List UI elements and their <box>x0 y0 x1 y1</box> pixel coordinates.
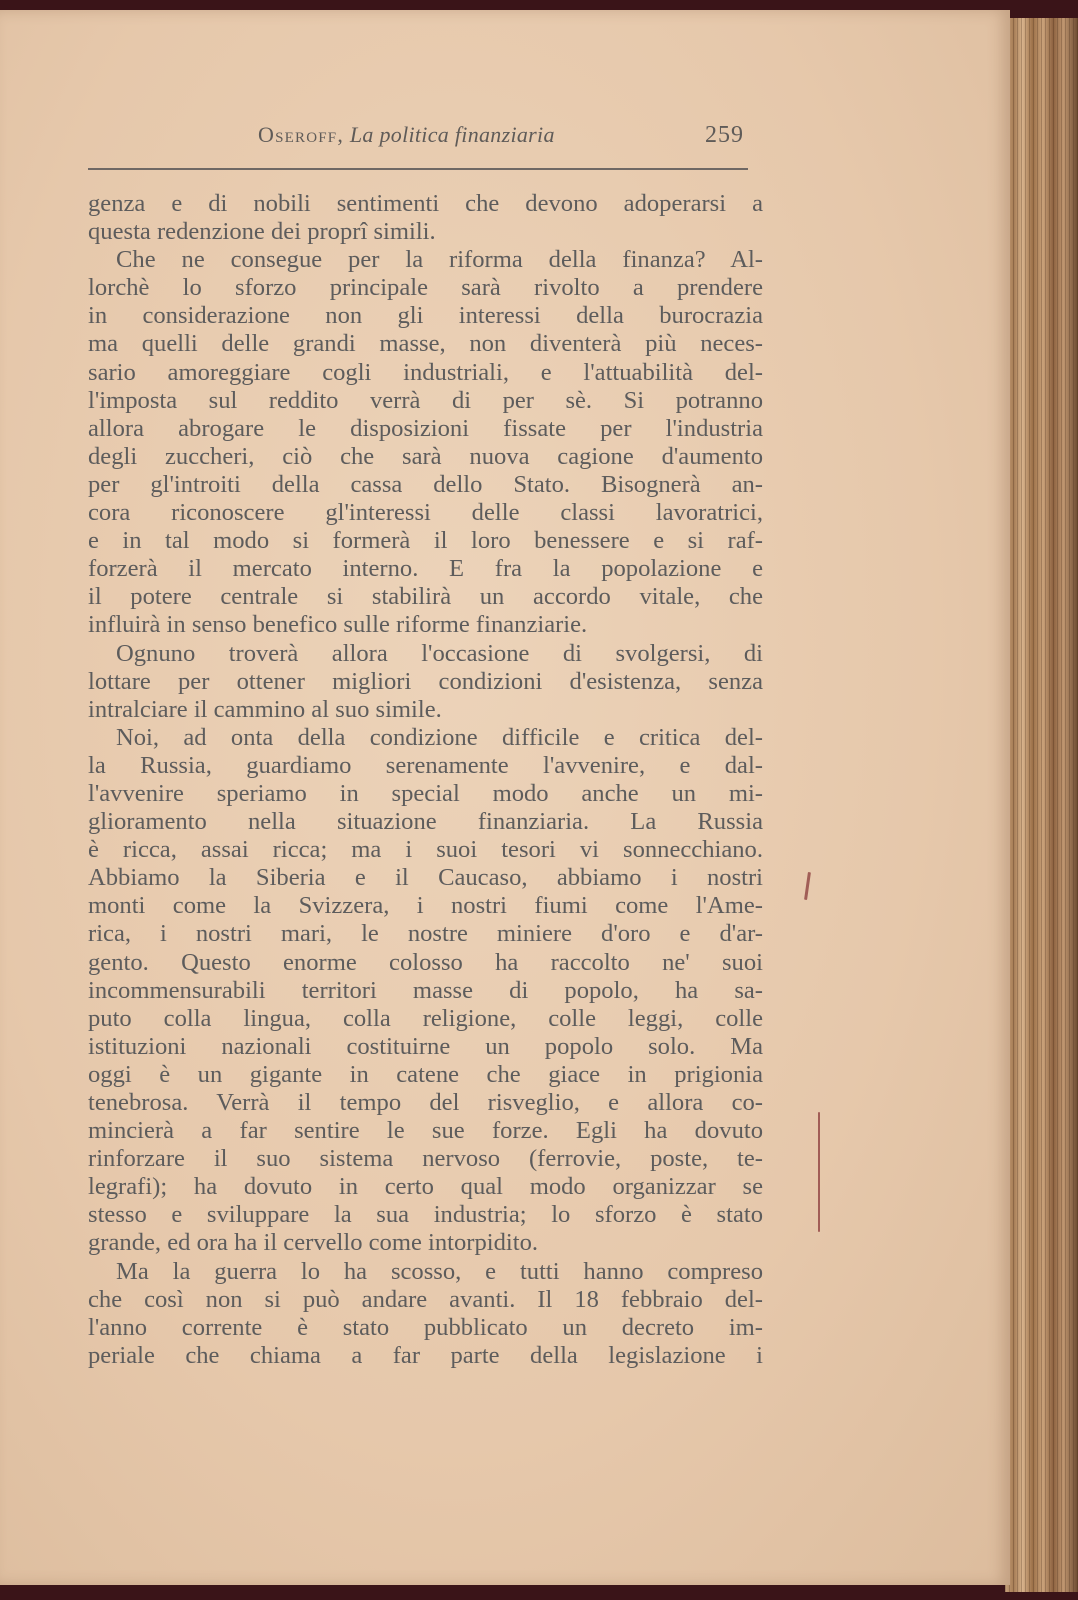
text-line: la Russia, guardiamo serenamente l'avvenire, e dal- <box>88 751 763 779</box>
text-line: allora abrogare le disposizioni fissate per l'industria <box>88 414 763 442</box>
margin-pencil-mark <box>818 1112 820 1232</box>
text-line: genza e di nobili sentimenti che devono adoperarsi a <box>88 190 763 217</box>
text-line: oggi è un gigante in catene che giace in prigionia <box>88 1060 763 1088</box>
header-rule <box>88 168 748 170</box>
text-line: Che ne consegue per la riforma della finanza? Al- <box>116 246 763 274</box>
running-head <box>258 122 555 148</box>
text-line: in considerazione non gli interessi della burocrazia <box>88 302 763 330</box>
text-line: forzerà il mercato interno. E fra la popolazione e <box>88 555 763 583</box>
text-line: ma quelli delle grandi masse, non diventerà più neces- <box>88 330 763 358</box>
page-header <box>88 118 778 158</box>
text-line: cora riconoscere gl'interessi delle classi lavoratrici, <box>88 499 763 527</box>
page-number: 259 <box>705 122 744 148</box>
text-line: Ma la guerra lo ha scosso, e tutti hanno compreso <box>116 1257 763 1285</box>
text-line: grande, ed ora ha il cervello come intorpidito. <box>88 1229 539 1257</box>
text-line: gento. Questo enorme colosso ha raccolto ne' suoi <box>88 948 763 976</box>
text-line: che così non si può andare avanti. Il 18 febbraio del- <box>88 1285 763 1313</box>
text-line: rinforzare il suo sistema nervoso (ferrovie, poste, te- <box>88 1145 763 1173</box>
text-line: mincierà a far sentire le sue forze. Egli ha dovuto <box>88 1117 763 1145</box>
text-line: Ognuno troverà allora l'occasione di svolgersi, di <box>116 639 763 667</box>
text-line: periale che chiama a far parte della legislazione i <box>88 1341 763 1369</box>
text-line: lottare per ottener migliori condizioni d'esistenza, senza <box>88 667 763 695</box>
text-line: tenebrosa. Verrà il tempo del risveglio, e allora co- <box>88 1089 763 1116</box>
text-line: Noi, ad onta della condizione difficile e critica del- <box>116 723 763 751</box>
text-line: per gl'introiti della cassa dello Stato. Bisognerà an- <box>88 470 763 498</box>
text-line: monti come la Svizzera, i nostri fiumi come l'Ame- <box>88 892 763 920</box>
text-line: il potere centrale si stabilirà un accordo vitale, che <box>88 583 763 611</box>
running-head-title: La politica finanziaria <box>349 122 555 147</box>
text-line: incommensurabili territori masse di popolo, ha sa- <box>88 976 763 1004</box>
text-line: stesso e sviluppare la sua industria; lo sforzo è stato <box>88 1201 763 1229</box>
text-line: è ricca, assai ricca; ma i suoi tesori vi sonnecchiano. <box>88 836 763 864</box>
text-line: intralciare il cammino al suo simile. <box>88 695 442 723</box>
text-line: lorchè lo sforzo principale sarà rivolto a prendere <box>88 274 763 302</box>
text-line: questa redenzione dei proprî simili. <box>88 218 436 246</box>
page-edges <box>1005 18 1078 1592</box>
text-line: l'avvenire speriamo in special modo anche un mi- <box>88 779 763 807</box>
text-line: e in tal modo si formerà il loro benessere e si raf- <box>88 527 763 555</box>
text-line: l'imposta sul reddito verrà di per sè. Si potranno <box>88 386 763 414</box>
page-edges-texture <box>1005 18 1078 1592</box>
text-line: glioramento nella situazione finanziaria. La Russia <box>88 808 763 836</box>
body-text <box>88 190 763 1370</box>
text-line: puto colla lingua, colla religione, colle leggi, colle <box>88 1004 763 1032</box>
text-line: legrafi); ha dovuto in certo qual modo organizzar se <box>88 1173 763 1201</box>
running-head-author: Oseroff, <box>258 122 345 147</box>
text-line: Abbiamo la Siberia e il Caucaso, abbiamo i nostri <box>88 864 763 892</box>
text-line: influirà in senso benefico sulle riforme finanziarie. <box>88 611 588 639</box>
text-line: degli zuccheri, ciò che sarà nuova cagione d'aumento <box>88 442 763 470</box>
text-line: sario amoreggiare cogli industriali, e l'attuabilità del- <box>88 358 763 386</box>
text-line: l'anno corrente è stato pubblicato un decreto im- <box>88 1313 763 1341</box>
text-line: istituzioni nazionali costituirne un popolo solo. Ma <box>88 1032 763 1060</box>
text-line: rica, i nostri mari, le nostre miniere d'oro e d'ar- <box>88 920 763 948</box>
